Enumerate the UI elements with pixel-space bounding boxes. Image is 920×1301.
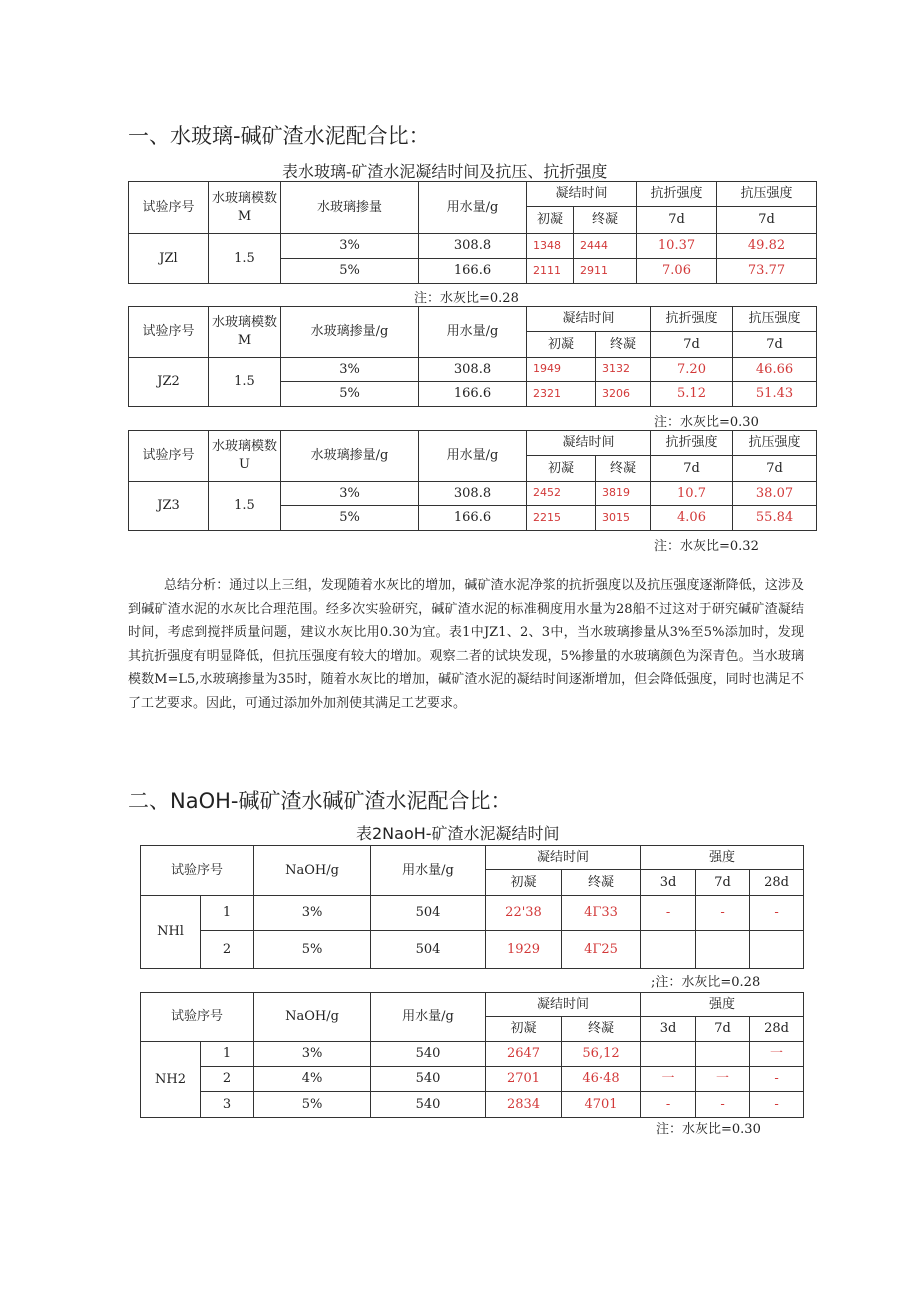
header-28d: 28d xyxy=(750,870,804,896)
water-cell: 166.6 xyxy=(419,382,527,407)
header-initial: 初凝 xyxy=(527,332,596,358)
water-cell: 540 xyxy=(371,1042,486,1067)
header-water: 用水量/g xyxy=(419,182,527,234)
table2-caption: 表2NaoH-矿渣水泥凝结时间 xyxy=(356,824,560,843)
row-number: 1 xyxy=(201,1042,254,1067)
modulus-value: 1.5 xyxy=(209,234,281,284)
strength-28d-cell: - xyxy=(750,896,804,931)
dosage-cell: 5% xyxy=(281,259,419,284)
final-set-cell: 3015 xyxy=(596,506,651,531)
table1-caption: 表水玻璃-矿渣水泥凝结时间及抗压、抗折强度 xyxy=(282,162,608,181)
header-initial: 初凝 xyxy=(527,207,574,234)
header-dosage: 水玻璃掺量/g xyxy=(281,307,419,358)
dosage-cell: 5% xyxy=(281,382,419,407)
strength-3d-cell: 一 xyxy=(641,1067,696,1092)
naoh-cell: 5% xyxy=(254,1092,371,1118)
water-cell: 308.8 xyxy=(419,234,527,259)
final-set-cell: 2911 xyxy=(574,259,637,284)
header-flexural: 抗折强度 xyxy=(637,182,717,207)
final-set-cell: 4Γ33 xyxy=(562,896,641,931)
group-id: JZ2 xyxy=(129,358,209,407)
header-age-flexural: 7d xyxy=(637,207,717,234)
strength-28d-cell xyxy=(750,931,804,969)
header-flexural: 抗折强度 xyxy=(651,431,733,456)
header-water: 用水量/g xyxy=(419,307,527,358)
header-id: 试验序号 xyxy=(141,993,254,1042)
header-dosage: 水玻璃掺量 xyxy=(281,182,419,234)
section1-title: 一、水玻璃-碱矿渣水泥配合比： xyxy=(128,124,430,148)
table-nh2-note: 注：水灰比=0.30 xyxy=(656,1122,761,1137)
compressive-cell: 38.07 xyxy=(733,482,817,506)
flexural-cell: 7.06 xyxy=(637,259,717,284)
header-age-compressive: 7d xyxy=(717,207,817,234)
strength-3d-cell xyxy=(641,931,696,969)
initial-set-cell: 2701 xyxy=(486,1067,562,1092)
table-jz3 xyxy=(128,430,817,531)
initial-set-cell: 2834 xyxy=(486,1092,562,1118)
group-id: JZl xyxy=(129,234,209,284)
summary-paragraph: 总结分析：通过以上三组，发现随着水灰比的增加，碱矿渣水泥净浆的抗折强度以及抗压强度逐渐降低，这涉及到碱矿渣水泥的水灰比合理范围。经多次实验研究，碱矿渣水泥的标准稠度用水量为28船不过这对于研究碱矿渣凝结时间，考虑到搅拌质量问题，建议水灰比用0.30为宜。表1中JZ1、2、3中，当水玻璃掺量从3%至5%添加时，发现其抗折强度有明显降低，但抗压强度有较大的增加。观察二者的试块发现，5%掺量的水玻璃颜色为深青色。当水玻璃模数M=L5,水玻璃掺量为35时，随着水灰比的增加，碱矿渣水泥的凝结时间逐渐增加，但会降低强度，同时也满足不了工艺要求。因此，可通过添加外加剂使其满足工艺要求。 xyxy=(128,578,804,711)
water-cell: 308.8 xyxy=(419,358,527,382)
group-id: NH2 xyxy=(141,1042,201,1118)
header-3d: 3d xyxy=(641,1017,696,1042)
header-compressive: 抗压强度 xyxy=(717,182,817,207)
strength-28d-cell: - xyxy=(750,1092,804,1118)
initial-set-cell: 2647 xyxy=(486,1042,562,1067)
group-id: NHl xyxy=(141,896,201,969)
header-initial: 初凝 xyxy=(486,1017,562,1042)
flexural-cell: 5.12 xyxy=(651,382,733,407)
water-cell: 540 xyxy=(371,1092,486,1118)
initial-set-cell: 22'38 xyxy=(486,896,562,931)
water-cell: 166.6 xyxy=(419,506,527,531)
strength-28d-cell: - xyxy=(750,1067,804,1092)
water-cell: 308.8 xyxy=(419,482,527,506)
dosage-cell: 3% xyxy=(281,482,419,506)
header-compressive: 抗压强度 xyxy=(733,431,817,456)
modulus-value: 1.5 xyxy=(209,358,281,407)
compressive-cell: 73.77 xyxy=(717,259,817,284)
header-age-compressive: 7d xyxy=(733,332,817,358)
naoh-cell: 3% xyxy=(254,1042,371,1067)
table-jz1 xyxy=(128,181,817,284)
header-initial: 初凝 xyxy=(486,870,562,896)
header-dosage: 水玻璃掺量/g xyxy=(281,431,419,482)
header-setting: 凝结时间 xyxy=(486,993,641,1017)
water-cell: 504 xyxy=(371,931,486,969)
compressive-cell: 55.84 xyxy=(733,506,817,531)
initial-set-cell: 2321 xyxy=(527,382,596,407)
header-setting: 凝结时间 xyxy=(527,182,637,207)
initial-set-cell: 2452 xyxy=(527,482,596,506)
strength-7d-cell xyxy=(696,1042,750,1067)
strength-3d-cell: - xyxy=(641,1092,696,1118)
final-set-cell: 2444 xyxy=(574,234,637,259)
water-cell: 166.6 xyxy=(419,259,527,284)
strength-7d-cell: - xyxy=(696,896,750,931)
row-number: 2 xyxy=(201,931,254,969)
table-nh1-note: ;注：水灰比=0.28 xyxy=(651,975,761,990)
header-id: 试验序号 xyxy=(141,846,254,896)
strength-3d-cell: - xyxy=(641,896,696,931)
final-set-cell: 4Γ25 xyxy=(562,931,641,969)
initial-set-cell: 2215 xyxy=(527,506,596,531)
naoh-cell: 4% xyxy=(254,1067,371,1092)
header-final: 终凝 xyxy=(574,207,637,234)
row-number: 1 xyxy=(201,896,254,931)
header-compressive: 抗压强度 xyxy=(733,307,817,332)
header-naoh: NaOH/g xyxy=(254,993,371,1042)
initial-set-cell: 1929 xyxy=(486,931,562,969)
strength-7d-cell xyxy=(696,931,750,969)
final-set-cell: 46·48 xyxy=(562,1067,641,1092)
naoh-cell: 3% xyxy=(254,896,371,931)
header-age-flexural: 7d xyxy=(651,456,733,482)
header-modulus: 水玻璃模数M xyxy=(209,182,281,234)
final-set-cell: 4701 xyxy=(562,1092,641,1118)
header-final: 终凝 xyxy=(562,1017,641,1042)
modulus-value: 1.5 xyxy=(209,482,281,531)
strength-3d-cell xyxy=(641,1042,696,1067)
flexural-cell: 10.37 xyxy=(637,234,717,259)
header-strength: 强度 xyxy=(641,846,804,870)
dosage-cell: 3% xyxy=(281,234,419,259)
header-strength: 强度 xyxy=(641,993,804,1017)
header-modulus: 水玻璃模数U xyxy=(209,431,281,482)
header-final: 终凝 xyxy=(596,456,651,482)
row-number: 3 xyxy=(201,1092,254,1118)
section2-title: 二、NaOH-碱矿渣水碱矿渣水泥配合比： xyxy=(128,789,512,813)
table-nh2 xyxy=(140,992,804,1118)
naoh-cell: 5% xyxy=(254,931,371,969)
table-jz3-note: 注：水灰比=0.32 xyxy=(654,539,759,554)
flexural-cell: 4.06 xyxy=(651,506,733,531)
table-jz1-note: 注：水灰比=0.28 xyxy=(414,291,519,306)
final-set-cell: 3132 xyxy=(596,358,651,382)
header-28d: 28d xyxy=(750,1017,804,1042)
water-cell: 504 xyxy=(371,896,486,931)
header-id: 试验序号 xyxy=(129,431,209,482)
final-set-cell: 56,12 xyxy=(562,1042,641,1067)
group-id: JZ3 xyxy=(129,482,209,531)
header-setting: 凝结时间 xyxy=(486,846,641,870)
table-jz2 xyxy=(128,306,817,407)
header-water: 用水量/g xyxy=(371,993,486,1042)
header-age-compressive: 7d xyxy=(733,456,817,482)
water-cell: 540 xyxy=(371,1067,486,1092)
header-modulus: 水玻璃模数M xyxy=(209,307,281,358)
strength-7d-cell: - xyxy=(696,1092,750,1118)
header-id: 试验序号 xyxy=(129,307,209,358)
header-water: 用水量/g xyxy=(419,431,527,482)
strength-28d-cell: 一 xyxy=(750,1042,804,1067)
header-naoh: NaOH/g xyxy=(254,846,371,896)
header-7d: 7d xyxy=(696,1017,750,1042)
dosage-cell: 5% xyxy=(281,506,419,531)
initial-set-cell: 1348 xyxy=(527,234,574,259)
header-setting: 凝结时间 xyxy=(527,307,651,332)
initial-set-cell: 2111 xyxy=(527,259,574,284)
header-3d: 3d xyxy=(641,870,696,896)
final-set-cell: 3819 xyxy=(596,482,651,506)
compressive-cell: 46.66 xyxy=(733,358,817,382)
dosage-cell: 3% xyxy=(281,358,419,382)
strength-7d-cell: 一 xyxy=(696,1067,750,1092)
flexural-cell: 7.20 xyxy=(651,358,733,382)
compressive-cell: 49.82 xyxy=(717,234,817,259)
flexural-cell: 10.7 xyxy=(651,482,733,506)
header-age-flexural: 7d xyxy=(651,332,733,358)
header-7d: 7d xyxy=(696,870,750,896)
initial-set-cell: 1949 xyxy=(527,358,596,382)
header-initial: 初凝 xyxy=(527,456,596,482)
header-final: 终凝 xyxy=(562,870,641,896)
compressive-cell: 51.43 xyxy=(733,382,817,407)
header-flexural: 抗折强度 xyxy=(651,307,733,332)
table-jz2-note: 注：水灰比=0.30 xyxy=(654,415,759,430)
header-final: 终凝 xyxy=(596,332,651,358)
header-water: 用水量/g xyxy=(371,846,486,896)
row-number: 2 xyxy=(201,1067,254,1092)
final-set-cell: 3206 xyxy=(596,382,651,407)
header-id: 试验序号 xyxy=(129,182,209,234)
header-setting: 凝结时间 xyxy=(527,431,651,456)
table-nh1 xyxy=(140,845,804,969)
